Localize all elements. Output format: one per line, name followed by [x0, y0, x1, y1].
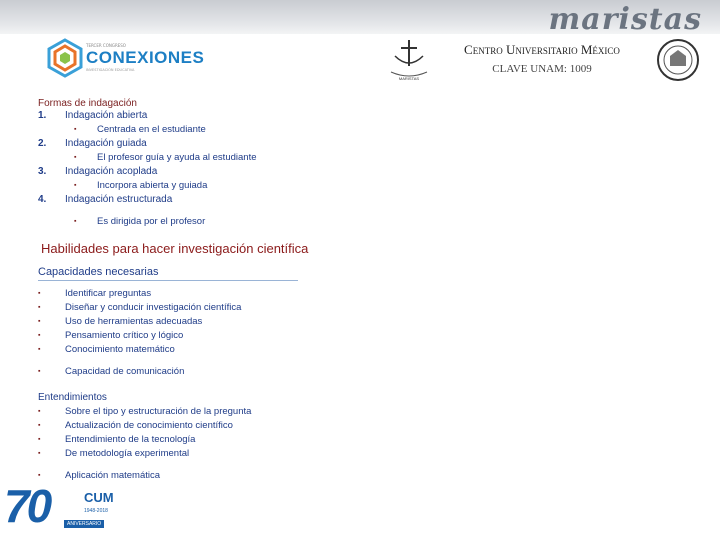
top-banner	[0, 0, 720, 37]
list-item: ▪ Diseñar y conducir investigación científica	[38, 302, 242, 313]
list-item: 3. Indagación acoplada	[38, 166, 158, 177]
bullet-icon: ▪	[74, 154, 77, 161]
conexiones-tagline: INVESTIGACIÓN EDUCATIVA	[86, 68, 135, 72]
capacidades-heading: Capacidades necesarias	[38, 266, 159, 278]
bullet-icon: ▪	[38, 472, 41, 479]
anniversary-label: ANIVERSARIO	[64, 520, 104, 528]
bullet-icon: ▪	[38, 304, 41, 311]
list-item: ▪ Pensamiento crítico y lógico	[38, 330, 184, 341]
list-item: ▪ Incorpora abierta y guiada	[74, 180, 208, 191]
conexiones-emblem-icon	[46, 38, 84, 78]
formas-heading: Formas de indagación	[38, 98, 137, 109]
university-name: Centro Universitario México	[464, 42, 620, 57]
bullet-icon: ▪	[74, 218, 77, 225]
list-item: ▪ El profesor guía y ayuda al estudiante	[74, 152, 257, 163]
maristas-brand: maristas	[548, 2, 702, 37]
entendimientos-heading: Entendimientos	[38, 392, 107, 403]
bullet-icon: ▪	[38, 436, 41, 443]
bullet-icon: ▪	[38, 290, 41, 297]
conexiones-subtitle: TERCER CONGRESO	[86, 43, 126, 48]
cum-mark: CUM	[84, 490, 114, 505]
list-item: ▪ Identificar preguntas	[38, 288, 152, 299]
unam-seal	[656, 38, 700, 82]
habilidades-heading: Habilidades para hacer investigación científica	[41, 241, 309, 256]
bullet-icon: ▪	[74, 126, 77, 133]
unam-seal-icon	[656, 38, 700, 82]
anniversary-logo	[0, 482, 120, 540]
main-content	[38, 98, 658, 483]
conexiones-title: CONEXIONES	[86, 48, 205, 67]
list-item: 1. Indagación abierta	[38, 110, 148, 121]
list-item: ▪ Uso de herramientas adecuadas	[38, 316, 203, 327]
list-item: ▪ Capacidad de comunicación	[38, 366, 185, 377]
bullet-icon: ▪	[38, 332, 41, 339]
list-item: ▪ Aplicación matemática	[38, 470, 161, 481]
bullet-icon: ▪	[38, 408, 41, 415]
list-item: ▪ Conocimiento matemático	[38, 344, 175, 355]
bullet-icon: ▪	[38, 318, 41, 325]
clave-unam: CLAVE UNAM: 1009	[492, 63, 592, 75]
list-item: 4. Indagación estructurada	[38, 194, 173, 205]
university-block	[432, 42, 652, 75]
bullet-icon: ▪	[38, 368, 41, 375]
conexiones-logo	[46, 38, 205, 82]
anniversary-years: 1948-2018	[84, 508, 108, 514]
bullet-icon: ▪	[74, 182, 77, 189]
anniversary-number: 70	[4, 480, 50, 532]
list-item: ▪ Centrada en el estudiante	[74, 124, 206, 135]
list-item: ▪ Es dirigida por el profesor	[74, 216, 206, 227]
list-item: ▪ Actualización de conocimiento científico	[38, 420, 233, 431]
list-item: 2. Indagación guiada	[38, 138, 147, 149]
list-item: ▪ De metodología experimental	[38, 448, 190, 459]
list-item: ▪ Sobre el tipo y estructuración de la pregunta	[38, 406, 252, 417]
bullet-icon: ▪	[38, 422, 41, 429]
list-item: ▪ Entendimiento de la tecnología	[38, 434, 196, 445]
bullet-icon: ▪	[38, 346, 41, 353]
bullet-icon: ▪	[38, 450, 41, 457]
crest-label: MARISTAS	[398, 76, 420, 81]
